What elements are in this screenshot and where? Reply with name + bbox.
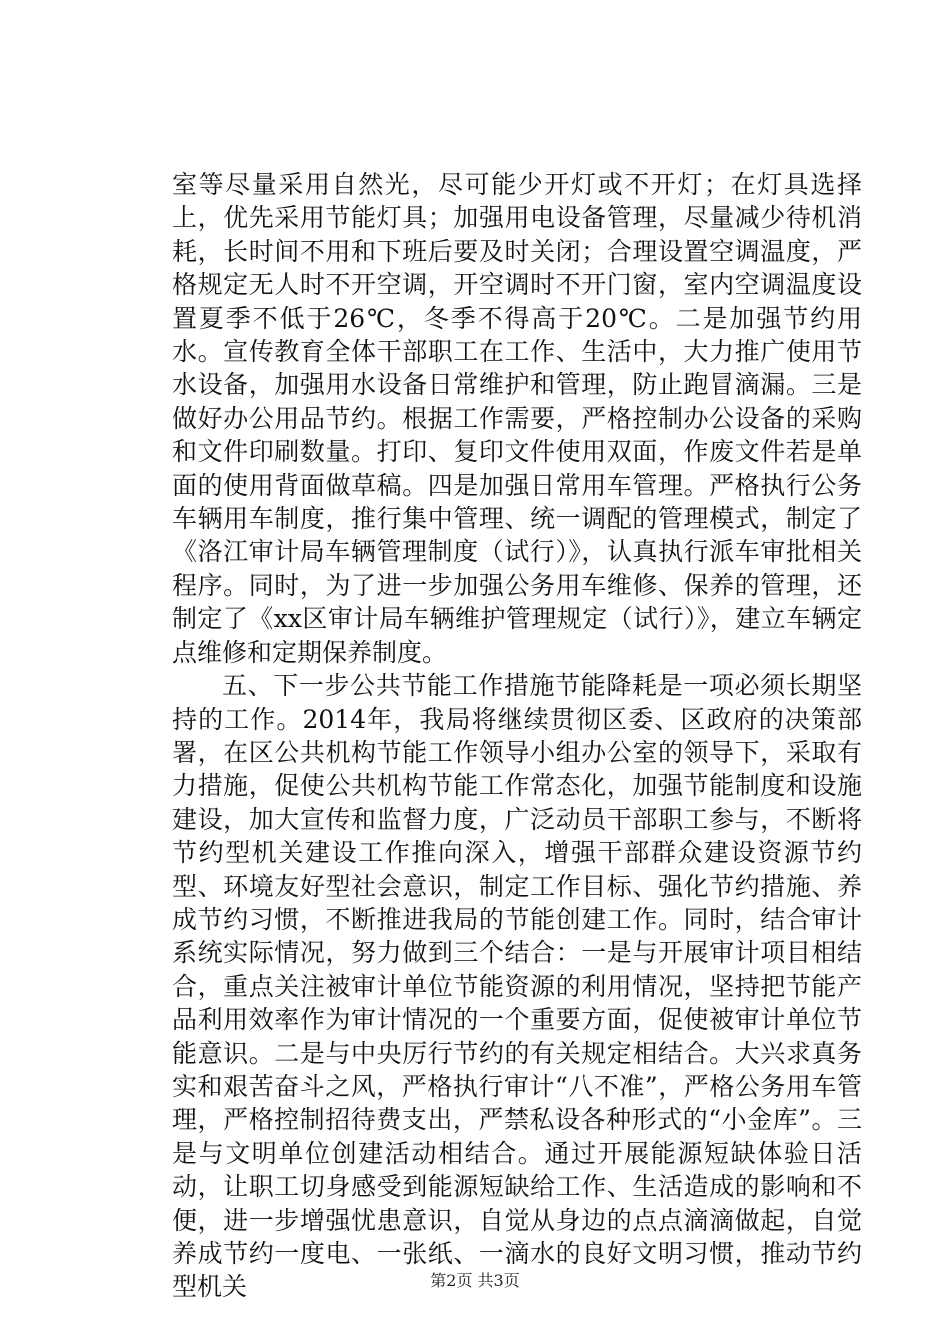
document-body xyxy=(172,168,862,1304)
paragraph-energy-measures: 室等尽量采用自然光，尽可能少开灯或不开灯；在灯具选择上，优先采用节能灯具；加强用电设备管理，尽量减少待机消耗，长时间不用和下班后要及时关闭；合理设置空调温度，严格规定无人时不开空调，开空调时不开门窗，室内空调温度设置夏季不低于26℃，冬季不得高于20℃。二是加强节约用水。宣传教育全体干部职工在工作、生活中，大力推广使用节水设备，加强用水设备日常维护和管理，防止跑冒滴漏。三是做好办公用品节约。根据工作需要，严格控制办公设备的采购和文件印刷数量。打印、复印文件使用双面，作废文件若是单面的使用背面做草稿。四是加强日常用车管理。严格执行公务车辆用车制度，推行集中管理、统一调配的管理模式，制定了《洛江审计局车辆管理制度（试行）》，认真执行派车审批相关程序。同时，为了进一步加强公务用车维修、保养的管理，还制定了《xx区审计局车辆维护管理规定（试行）》，建立车辆定点维修和定期保养制度。 xyxy=(172,170,862,667)
paragraph-next-steps: 五、下一步公共节能工作措施节能降耗是一项必须长期坚持的工作。2014年，我局将继续贯彻区委、区政府的决策部署，在区公共机构节能工作领导小组办公室的领导下，采取有力措施，促使公共机构节能工作常态化，加强节能制度和设施建设，加大宣传和监督力度，广泛动员干部职工参与，不断将节约型机关建设工作推向深入，增强干部群众建设资源节约型、环境友好型社会意识，制定工作目标、强化节约措施、养成节约习惯，不断推进我局的节能创建工作。同时，结合审计系统实际情况，努力做到三个结合：一是与开展审计项目相结合，重点关注被审计单位节能资源的利用情况，坚持把节能产品利用效率作为审计情况的一个重要方面，促使被审计单位节能意识。二是与中央厉行节约的有关规定相结合。大兴求真务实和艰苦奋斗之风，严格执行审计“八不准”，严格公务用车管理，严格控制招待费支出，严禁私设各种形式的“小金库”。三是与文明单位创建活动相结合。通过开展能源短缺体验日活动，让职工切身感受到能源短缺给工作、生活造成的影响和不便，进一步增强忧患意识，自觉从身边的点点滴滴做起，自觉养成节约一度电、一张纸、一滴水的良好文明习惯，推动节约型机关 xyxy=(172,671,862,1302)
page-footer: 第2页 共3页 xyxy=(430,1271,520,1290)
